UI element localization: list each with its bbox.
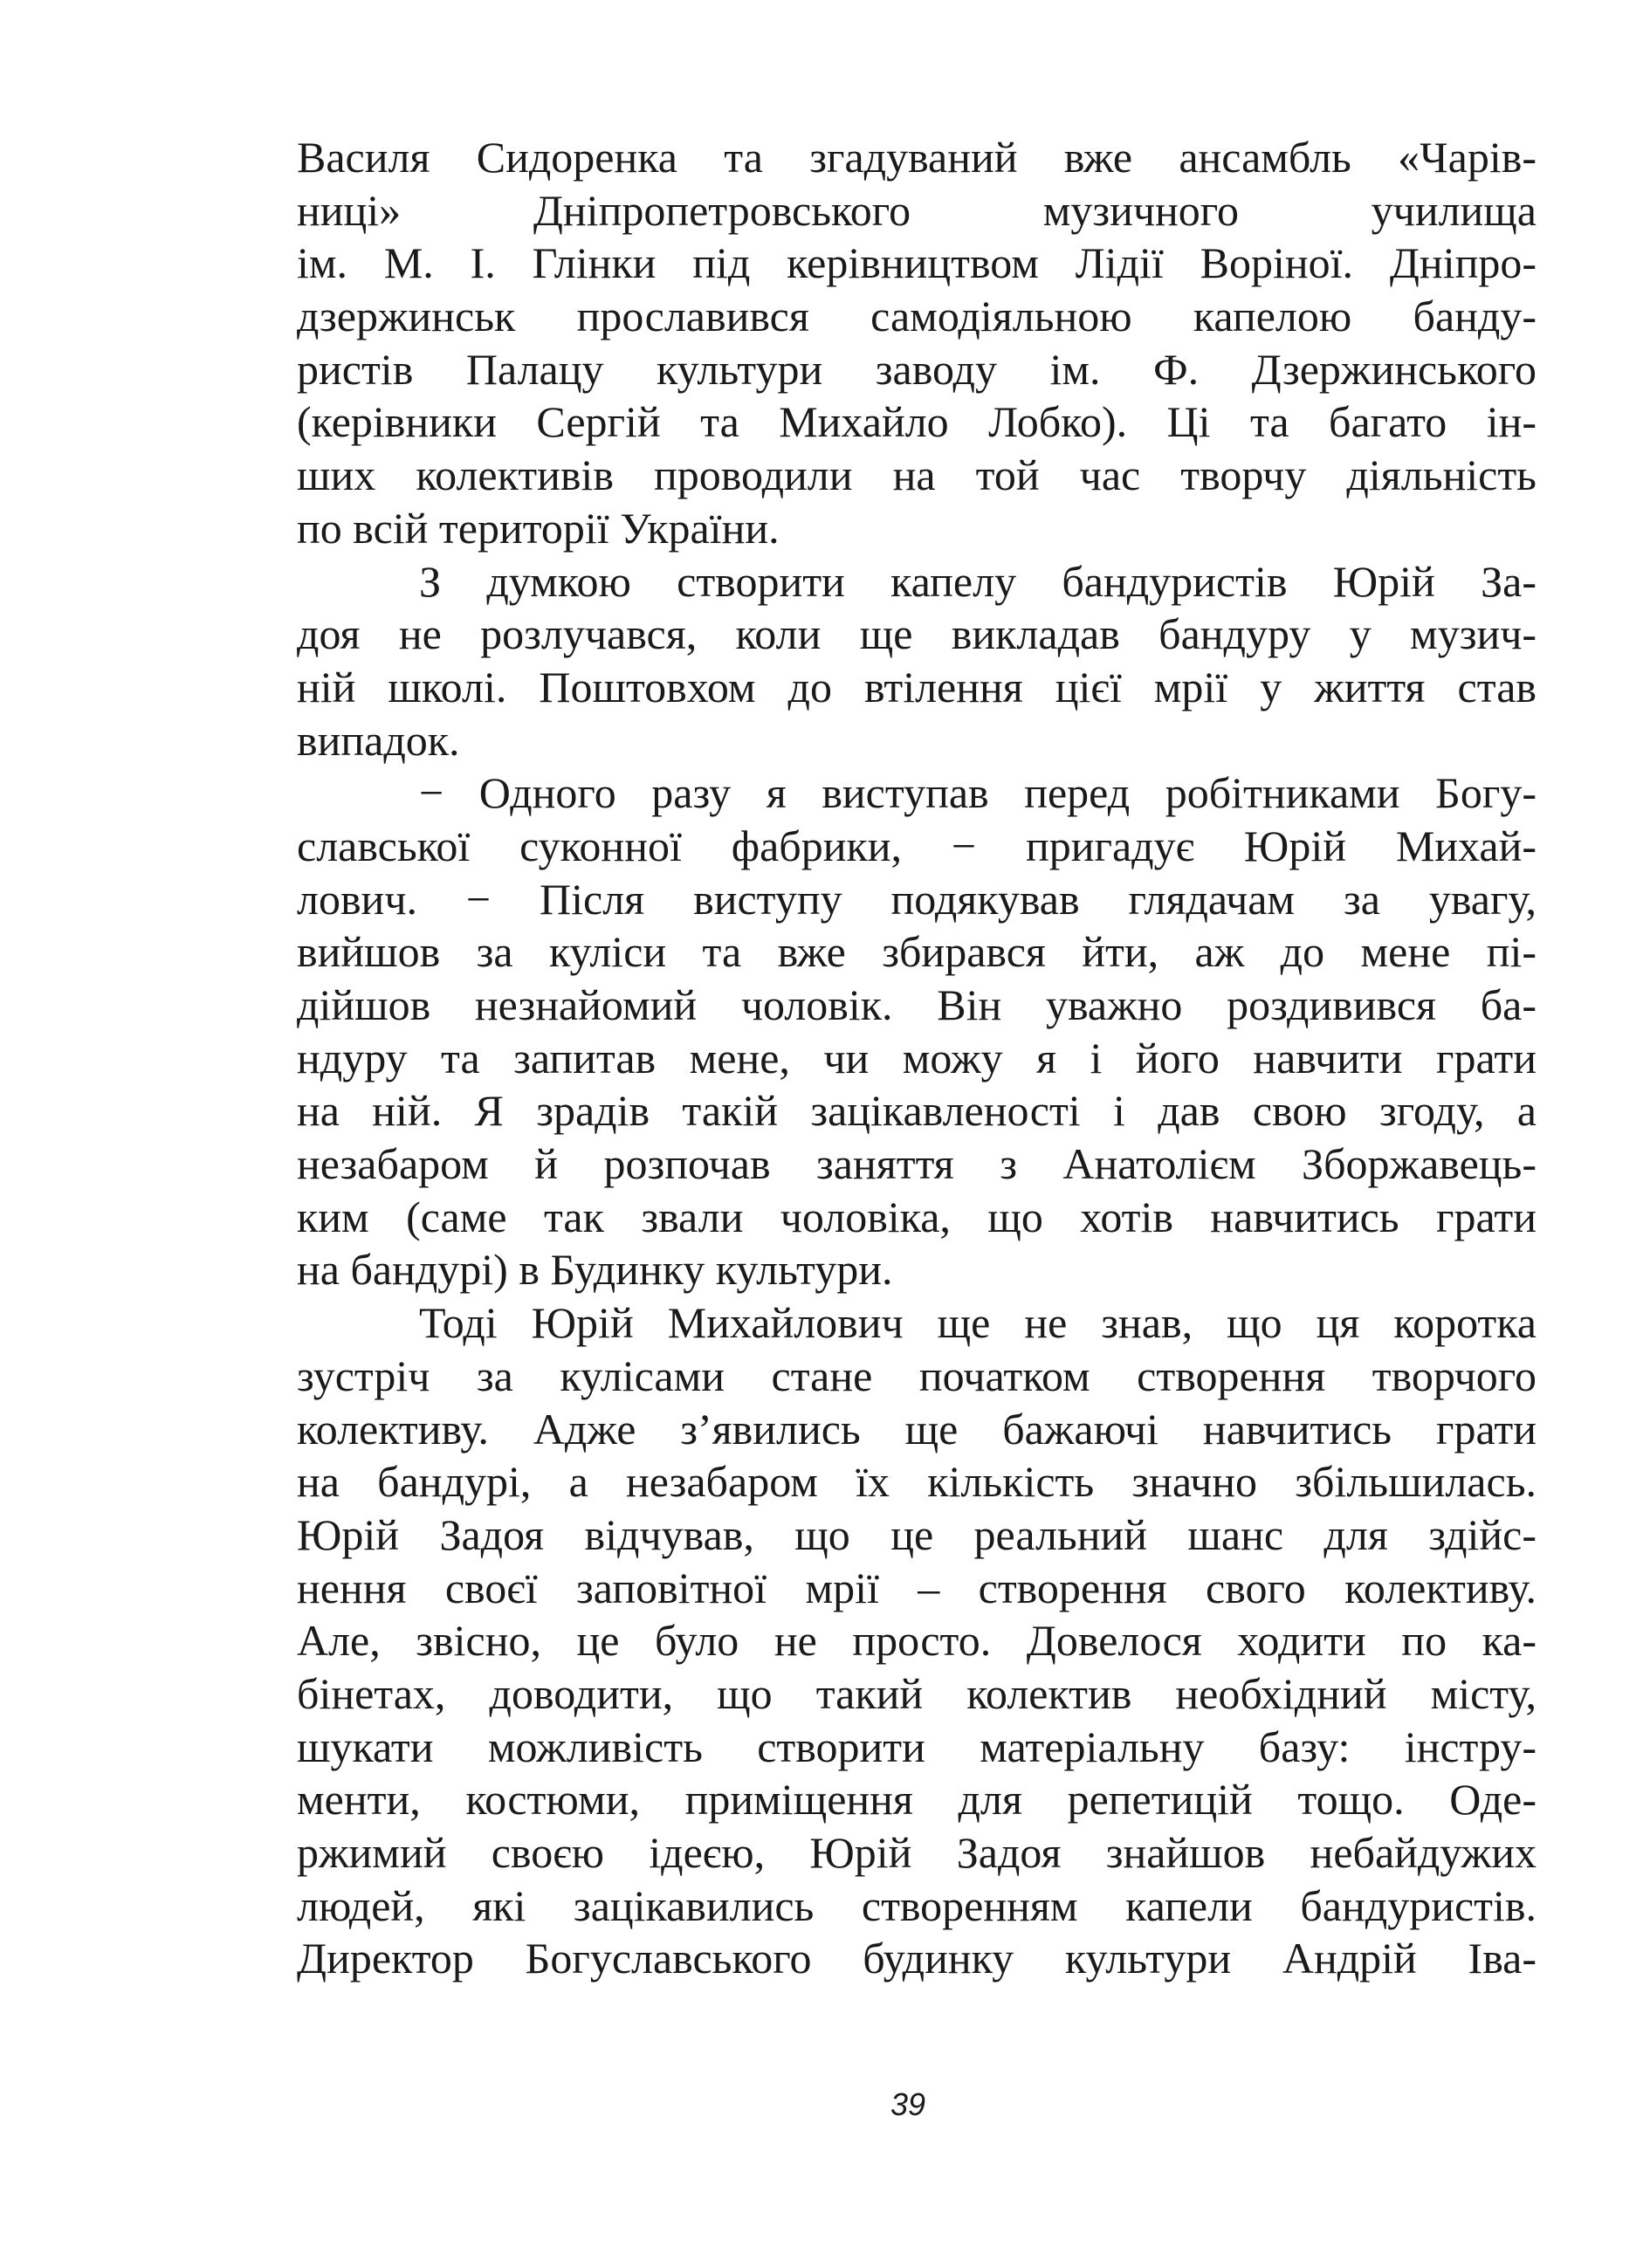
text-line: ристів Палацу культури заводу ім. Ф. Дзержинського (297, 344, 1537, 394)
text-line: дзержинськ прославився самодіяльною капелою банду- (297, 292, 1537, 341)
text-line: З думкою створити капелу бандуристів Юрій За- (419, 556, 1537, 606)
text-line: людей, які зацікавились створенням капели бандуристів. (297, 1880, 1537, 1930)
text-line: на бандурі) в Будинку культури. (297, 1245, 893, 1295)
text-line: менти, костюми, приміщення для репетицій тощо. Оде- (297, 1775, 1537, 1825)
text-line: зустріч за кулісами стане початком створення творчого (297, 1350, 1537, 1400)
text-line: ким (саме так звали чоловіка, що хотів навчитись грати (297, 1192, 1537, 1241)
text-line: Директор Богуславського будинку культури Андрій Іва- (297, 1934, 1537, 1983)
text-line: доя не розлучався, коли ще викладав бандуру у музич- (297, 609, 1537, 659)
text-line: ших колективів проводили на той час творчу діяльність (297, 450, 1537, 500)
text-line: бінетах, доводити, що такий колектив необхідний місту, (297, 1668, 1537, 1718)
text-line: ній школі. Поштовхом до втілення цієї мрії у життя став (297, 662, 1537, 711)
text-line: дійшов незнайомий чоловік. Він уважно роздивився ба- (297, 980, 1537, 1029)
text-line: − Одного разу я виступав перед робітниками Богу- (419, 768, 1537, 818)
text-line: ндуру та запитав мене, чи можу я і його навчити грати (297, 1033, 1537, 1082)
text-line: Василя Сидоренка та згадуваний вже ансамбль «Чарів- (297, 133, 1537, 182)
text-line: ім. М. І. Глінки під керівництвом Лідії Воріної. Дніпро- (297, 238, 1537, 288)
text-line: по всій території України. (297, 503, 780, 553)
text-line: ржимий своєю ідеєю, Юрій Задоя знайшов небайдужих (297, 1828, 1537, 1877)
text-line: шукати можливість створити матеріальну базу: інстру- (297, 1722, 1537, 1771)
text-line: випадок. (297, 715, 460, 765)
text-line: на ній. Я зрадів такій зацікавленості і дав свою згоду, а (297, 1086, 1537, 1136)
text-line: Але, звісно, це було не просто. Довелося ходити по ка- (297, 1616, 1537, 1666)
text-line: на бандурі, а незабаром їх кількість значно збільшилась. (297, 1457, 1537, 1507)
body-text (297, 131, 1537, 1985)
text-line: Тоді Юрій Михайлович ще не знав, що ця коротка (419, 1298, 1537, 1348)
text-line: вийшов за куліси та вже збирався йти, аж до мене пі- (297, 927, 1537, 977)
page-number: 39 (890, 2086, 926, 2122)
text-line: славської суконної фабрики, − пригадує Юрій Михай- (297, 821, 1537, 870)
text-line: (керівники Сергій та Михайло Лобко). Ці та багато ін- (297, 397, 1537, 447)
text-line: колективу. Адже з’явились ще бажаючі навчитись грати (297, 1404, 1537, 1454)
text-line: незабаром й розпочав заняття з Анатолієм Зборжавець- (297, 1139, 1537, 1189)
text-line: нення своєї заповітної мрії – створення свого колективу. (297, 1563, 1537, 1612)
text-line: ниці» Дніпропетровського музичного училища (297, 185, 1537, 235)
text-line: Юрій Задоя відчував, що це реальний шанс для здійс- (297, 1509, 1537, 1559)
text-line: лович. − Після виступу подякував глядачам за увагу, (297, 874, 1537, 924)
